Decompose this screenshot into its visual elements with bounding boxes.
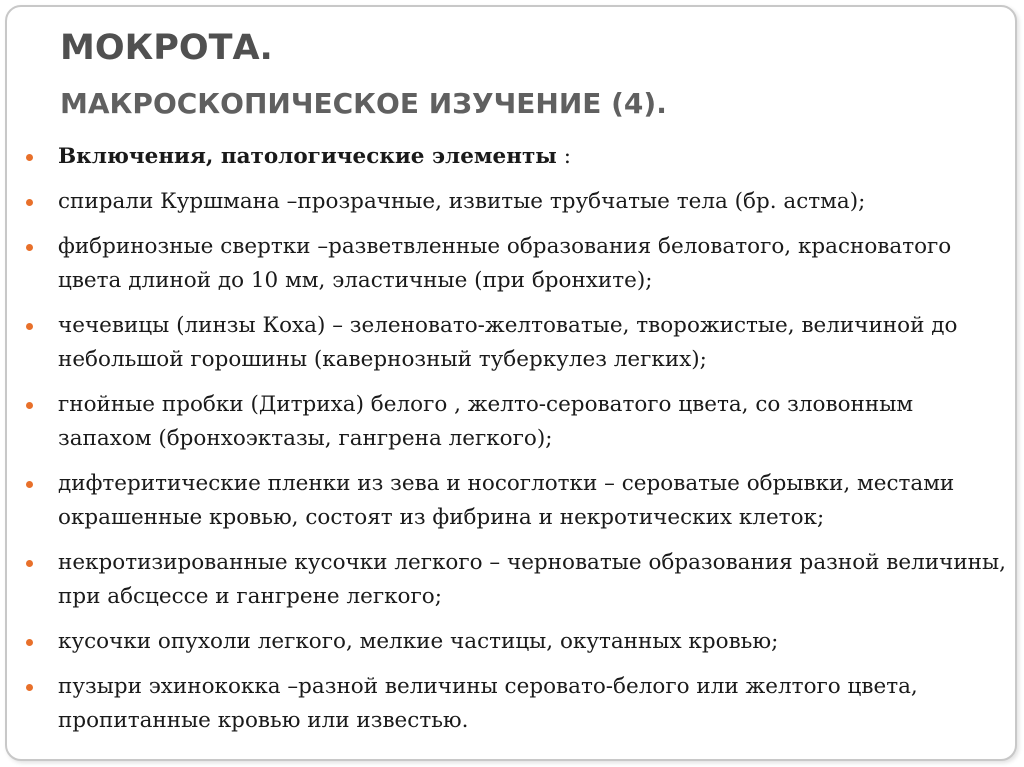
bullet-text: чечевицы (линзы Коха) – зеленовато-желтоватые, творожистые, величиной до небольшой горошины (кавернозный туберкулез легких); [58, 313, 958, 372]
bullet-text: некротизированные кусочки легкого – черноватые образования разной величины, при абсцессе и гангрене легкого; [58, 550, 1006, 609]
bullet-dot-icon [26, 402, 33, 409]
bullet-text: : [556, 144, 571, 169]
bullet-dot-icon [26, 199, 33, 206]
bullet-item-inclusions [26, 140, 1006, 174]
bullet-dot-icon [26, 323, 33, 330]
bullet-text: спирали Куршмана –прозрачные, извитые трубчатые тела (бр. астма); [58, 189, 866, 214]
bullet-dot-icon [26, 639, 33, 646]
bullet-item-koch-lenses [26, 309, 1006, 377]
bullet-item-necrotic-lung-pieces [26, 546, 1006, 614]
bullet-text: кусочки опухоли легкого, мелкие частицы, окутанных кровью; [58, 629, 779, 654]
bullet-dot-icon [26, 244, 33, 251]
bullet-item-diphtheritic-films [26, 467, 1006, 535]
bullet-heading: Включения, патологические элементы [58, 144, 557, 169]
bullet-text: дифтеритические пленки из зева и носоглотки – сероватые обрывки, местами окрашенные кровью, состоят из фибрина и некротических клеток; [58, 471, 955, 530]
bullet-dot-icon [26, 684, 33, 691]
bullet-item-tumor-pieces [26, 625, 1006, 659]
bullet-item-dittrich-plugs [26, 388, 1006, 456]
bullet-text: фибринозные свертки –разветвленные образования беловатого, красноватого цвета длиной до 10 мм, эластичные (при бронхите); [58, 234, 952, 293]
bullet-item-curschmann-spirals [26, 185, 1006, 219]
bullet-list [26, 140, 1006, 749]
slide-title: МОКРОТА. [60, 28, 273, 68]
bullet-item-echinococcus-cysts [26, 670, 1006, 738]
bullet-text: гнойные пробки (Дитриха) белого , желто-сероватого цвета, со зловонным запахом (бронхоэктазы, гангрена легкого); [58, 392, 914, 451]
bullet-dot-icon [26, 154, 33, 161]
bullet-text: пузыри эхинококка –разной величины серовато-белого или желтого цвета, пропитанные кровью или известью. [58, 674, 918, 733]
slide-subtitle: МАКРОСКОПИЧЕСКОЕ ИЗУЧЕНИЕ (4). [60, 87, 667, 120]
bullet-dot-icon [26, 560, 33, 567]
title-block [60, 20, 960, 132]
bullet-item-fibrinous-clots [26, 230, 1006, 298]
bullet-dot-icon [26, 481, 33, 488]
